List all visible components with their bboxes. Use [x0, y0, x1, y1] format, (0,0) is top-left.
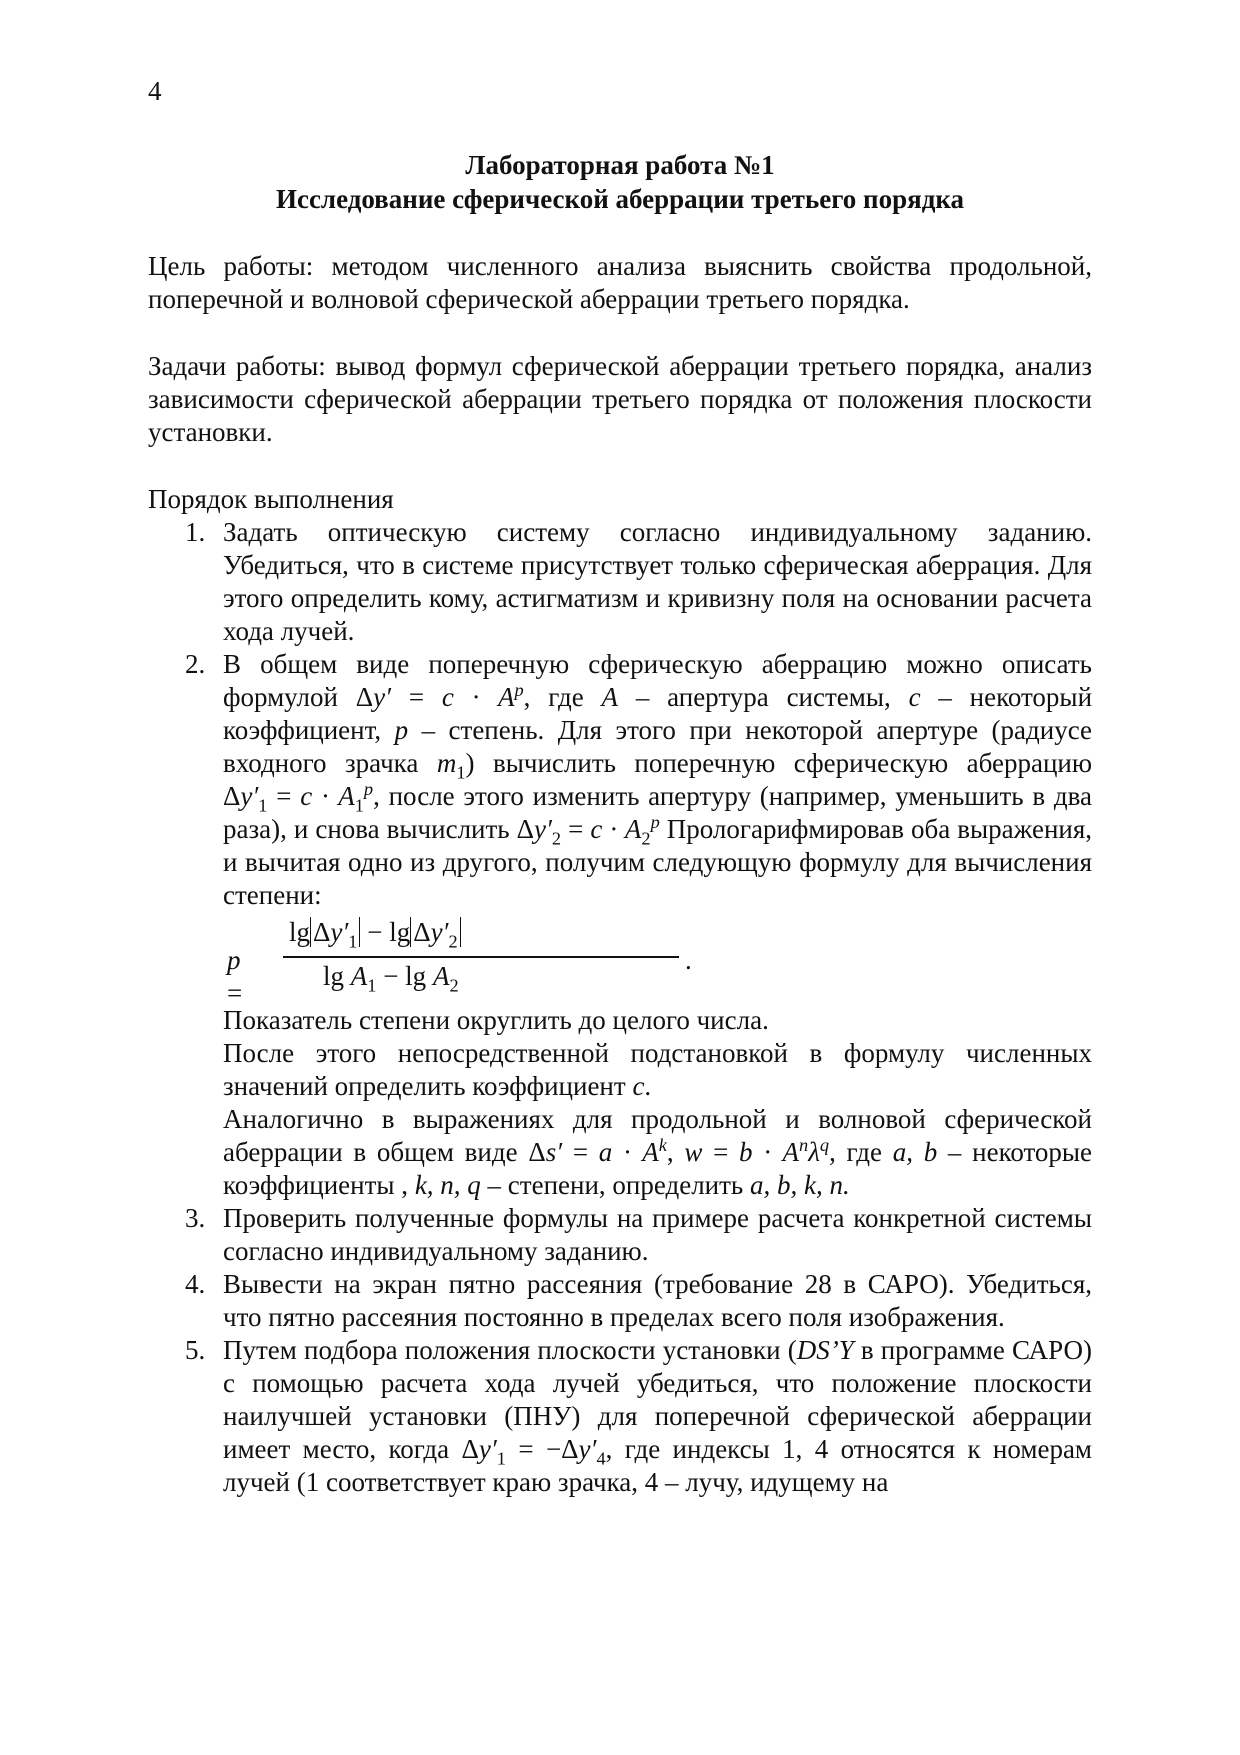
step-number: 1.: [185, 517, 206, 547]
step-text: Задать оптическую систему согласно индивидуальному заданию. Убедиться, что в системе присутствует только сферическая аберрация. Для этого определить кому, астигматизм и кривизну поля на основании расчета хода лучей.: [223, 517, 1092, 646]
goal-paragraph: Цель работы: методом численного анализа выяснить свойства продольной, поперечной и волновой сферической аберрации третьего порядка.: [148, 251, 1092, 314]
step-4: [148, 1268, 1092, 1334]
tasks-paragraph: Задачи работы: вывод формул сферической аберрации третьего порядка, анализ зависимости сферической аберрации третьего порядка от положения плоскости установки.: [148, 351, 1092, 447]
formula-p-fraction: p = $\lg \Delta y'_1 - \lg \Delta y'_2$ $\lg A_1 - \lg A_2$ .: [227, 917, 692, 1008]
steps-list: [148, 516, 1092, 1499]
step-number: 3.: [185, 1203, 206, 1233]
step-number: 2.: [185, 649, 206, 679]
order-heading: Порядок выполнения: [148, 484, 394, 514]
step-text-round: Показатель степени округлить до целого числа.: [223, 1005, 769, 1035]
formula-w: $w = b \cdot A^n\lambda^q$: [684, 1135, 830, 1167]
step-5: [148, 1334, 1092, 1499]
step-text: Вывести на экран пятно рассеяния (требование 28 в САРО). Убедиться, что пятно рассеяния постоянно в пределах всего поля изображения.: [223, 1269, 1092, 1332]
formula-dy2: $\Delta y'_2 = c \cdot A_2^p$: [516, 812, 660, 849]
step-3: [148, 1202, 1092, 1268]
step-number: 4.: [185, 1269, 206, 1299]
step-text: В общем виде поперечную сферическую аберрацию можно описать формулой $\Delta y' = c \cdot A^p$, где A – апертура системы, c – некоторый коэффициент, p – степень. Для этого при некоторой апертуре (радиусе входного зрачка $m_1$) вычислить поперечную сферическую аберрацию $\Delta y'_1 = c \cdot A_1^p$, после этого изменить апертуру (например, уменьшить в два раза), и снова вычислить $\Delta y'_2 = c \cdot A_2^p$ Прологарифмировав оба выражения, и вычитая одно из другого, получим следующую формулу для вычисления степени:: [223, 649, 1093, 910]
step-text-coef: После этого непосредственной подстановкой в формулу численных значений определить коэффициент c.: [223, 1038, 1092, 1101]
page-number: 4: [148, 76, 162, 106]
step-text: Проверить полученные формулы на примере расчета конкретной системы согласно индивидуальному заданию.: [223, 1203, 1092, 1266]
step-1: [148, 516, 1092, 648]
formula-dy1-dy4: $\Delta y'_1 = -\Delta y'_4$: [461, 1434, 606, 1469]
formula-dy: $\Delta y' = c \cdot A^p$: [355, 680, 524, 712]
formula-ds: $\Delta s' = a \cdot A^k$: [528, 1135, 667, 1167]
step-text: Путем подбора положения плоскости установки (DS’Y в программе САРО) с помощью расчета хода лучей убедиться, что положение плоскости наилучшей установки (ПНУ) для поперечной сферической аберрации имеет место, когда $\Delta y'_1 = -\Delta y'_4$, где индексы 1, 4 относятся к номерам лучей (1 соответствует краю зрачка, 4 – лучу, идущему на: [223, 1335, 1093, 1497]
step-2: [148, 648, 1092, 1202]
lab-subtitle: Исследование сферической аберрации третьего порядка: [275, 184, 965, 214]
step-number: 5.: [185, 1335, 206, 1365]
step-text-analog: Аналогично в выражениях для продольной и волновой сферической аберрации в общем виде $\Delta s' = a \cdot A^k$, $w = b \cdot A^n\lambda^q$, где a, b – некоторые коэффициенты , k, n, q – степени, определить a, b, k, n.: [223, 1104, 1093, 1200]
formula-dy1: $\Delta y'_1 = c \cdot A_1^p$: [223, 779, 374, 816]
lab-title: Лабораторная работа №1: [465, 150, 775, 180]
